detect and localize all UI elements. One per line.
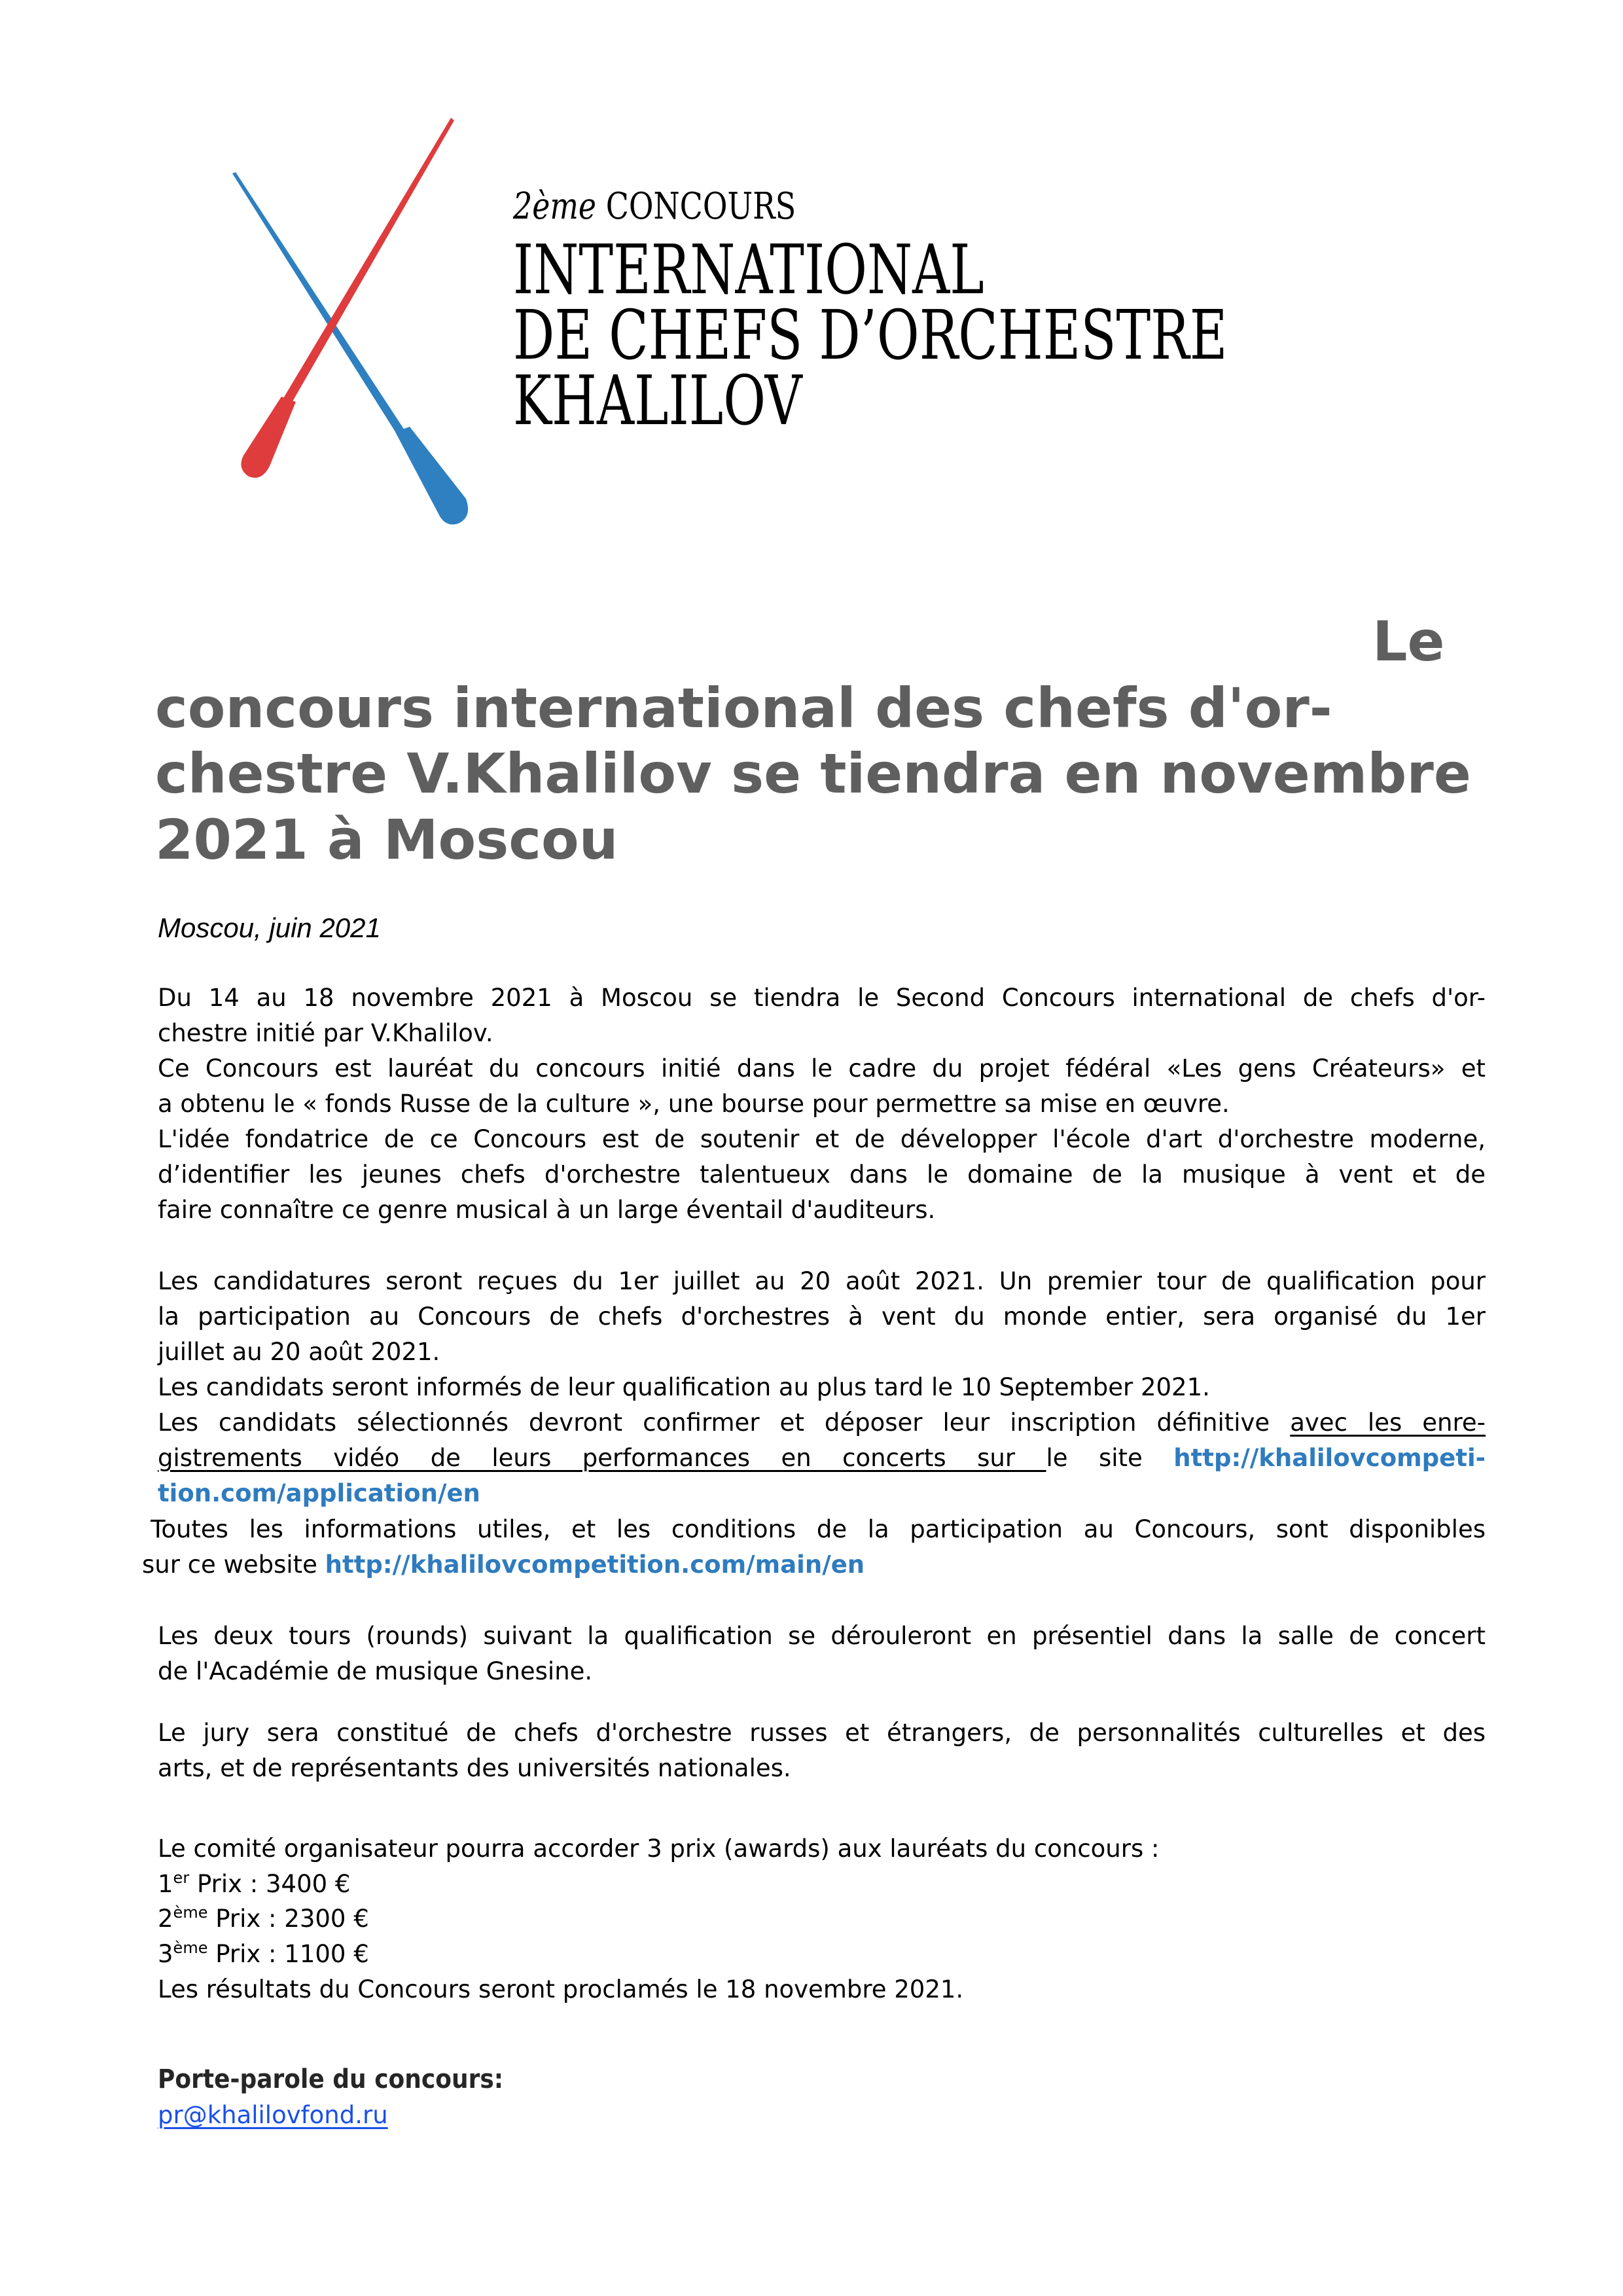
p2-line-6 — [158, 1441, 1486, 1476]
p4-line-2: arts, et de représentants des universités nationales. — [158, 1754, 791, 1782]
contact-email-link[interactable]: pr@khalilovfond.ru — [158, 2101, 388, 2129]
prize-2-suffix: ème — [173, 1903, 208, 1922]
p1-line-2: chestre initié par V.Khalilov. — [158, 1019, 493, 1047]
p2-line-1: Les candidatures seront reçues du 1er juillet au 20 août 2021. Un premier tour de qualification pour — [158, 1267, 1486, 1295]
prize-3-label: Prix : — [207, 1940, 285, 1968]
batons-logo-icon — [0, 0, 524, 537]
p2-line-6-underlined: gistrements vidéo de leurs performances en concerts sur — [158, 1444, 1046, 1472]
p2-line-6-text: le site — [1046, 1444, 1174, 1472]
p1-line-4: a obtenu le « fonds Russe de la culture », une bourse pour permettre sa mise en œuvre. — [158, 1090, 1230, 1118]
application-link-part-2[interactable]: tion.com/application/en — [158, 1479, 480, 1507]
prize-1-suffix: er — [173, 1869, 190, 1887]
prize-1-label: Prix : — [189, 1870, 266, 1898]
headline-line-4: 2021 à Moscou — [155, 808, 618, 872]
prize-3-amount: 1100 € — [284, 1940, 369, 1968]
p1-line-6: d’identifier les jeunes chefs d'orchestre talentueux dans le domaine de la musique à vent et de — [158, 1160, 1486, 1189]
prize-2-amount: 2300 € — [284, 1905, 369, 1933]
red-baton-icon — [241, 118, 454, 478]
p2-line-9-text: sur ce website — [142, 1551, 325, 1579]
prize-1 — [158, 1867, 350, 1902]
logo-title-line-1: INTERNATIONAL — [513, 230, 984, 310]
application-link-part-1[interactable]: http://khalilovcompeti- — [1173, 1444, 1486, 1472]
p2-line-5-underlined: avec les enre- — [1290, 1408, 1486, 1437]
p5-intro: Le comité organisateur pourra accorder 3 prix (awards) aux lauréats du concours : — [158, 1835, 1160, 1863]
prize-2-rank: 2 — [158, 1905, 173, 1933]
blue-baton-icon — [232, 172, 468, 524]
prize-3-rank: 3 — [158, 1940, 173, 1968]
p3-line-1: Les deux tours (rounds) suivant la qualification se dérouleront en présentiel dans la salle de concert — [158, 1622, 1486, 1650]
p2-line-5 — [158, 1405, 1486, 1441]
headline-line-1: Le — [1372, 609, 1445, 673]
logo-edition-word: CONCOURS — [605, 185, 796, 228]
main-site-link[interactable]: http://khalilovcompetition.com/main/en — [325, 1551, 865, 1579]
p2-line-2: la participation au Concours de chefs d'orchestres à vent du monde entier, sera organisé du 1er — [158, 1302, 1486, 1331]
prize-3 — [158, 1937, 369, 1972]
prize-1-amount: 3400 € — [266, 1870, 351, 1898]
prize-2 — [158, 1901, 369, 1937]
p5-results: Les résultats du Concours seront proclamés le 18 novembre 2021. — [158, 1975, 964, 2003]
headline-line-2: concours international des chefs d'or- — [155, 676, 1332, 740]
p2-line-9 — [142, 1547, 865, 1583]
p1-line-3: Ce Concours est lauréat du concours initié dans le cadre du projet fédéral «Les gens Créateurs» et — [158, 1054, 1486, 1083]
logo-title-line-3: KHALILOV — [513, 361, 802, 440]
p4-line-1: Le jury sera constitué de chefs d'orchestre russes et étrangers, de personnalités culturelles et des — [158, 1719, 1486, 1747]
p2-line-3: juillet au 20 août 2021. — [158, 1338, 440, 1366]
p1-line-7: faire connaître ce genre musical à un large éventail d'auditeurs. — [158, 1196, 936, 1224]
prize-3-suffix: ème — [173, 1939, 208, 1957]
p2-line-5-text: Les candidats sélectionnés devront confirmer et déposer leur inscription définitive — [158, 1408, 1291, 1437]
headline-line-3: chestre V.Khalilov se tiendra en novembre — [155, 742, 1471, 806]
dateline: Moscou, juin 2021 — [158, 912, 381, 943]
prize-2-label: Prix : — [207, 1905, 285, 1933]
logo-title-line-2: DE CHEFS D’ORCHESTRE — [513, 295, 1228, 375]
p3-line-2: de l'Académie de musique Gnesine. — [158, 1657, 593, 1685]
logo-edition-ordinal: 2ème — [513, 185, 597, 228]
logo-edition — [513, 185, 796, 228]
spokesperson-heading: Porte-parole du concours: — [158, 2064, 504, 2094]
p1-line-1: Du 14 au 18 novembre 2021 à Moscou se tiendra le Second Concours international de chefs d'or- — [158, 984, 1486, 1012]
p1-line-5: L'idée fondatrice de ce Concours est de soutenir et de développer l'école d'art d'orchestre moderne, — [158, 1125, 1486, 1153]
p2-line-7 — [158, 1476, 480, 1511]
prize-1-rank: 1 — [158, 1870, 173, 1898]
p2-line-8: Toutes les informations utiles, et les conditions de la participation au Concours, sont disponibles — [151, 1515, 1486, 1543]
p2-line-4: Les candidats seront informés de leur qualification au plus tard le 10 September 2021. — [158, 1373, 1210, 1401]
